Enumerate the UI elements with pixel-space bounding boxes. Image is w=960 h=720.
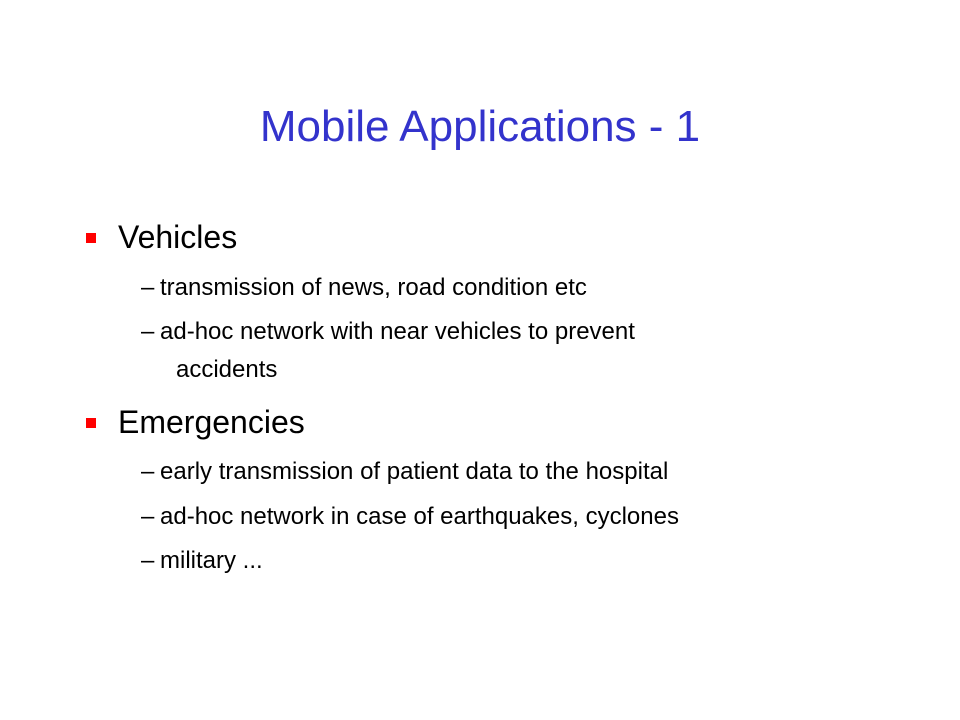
dash-bullet: – bbox=[141, 274, 155, 301]
list-item-continuation: accidents bbox=[176, 356, 278, 383]
list-item: ad-hoc network with near vehicles to prevent bbox=[160, 318, 635, 345]
square-bullet-icon bbox=[86, 418, 96, 428]
dash-bullet: – bbox=[141, 547, 155, 574]
slide-title: Mobile Applications - 1 bbox=[259, 102, 701, 151]
section-heading-emergencies: Emergencies bbox=[118, 404, 305, 440]
dash-bullet: – bbox=[141, 503, 155, 530]
section-heading-vehicles: Vehicles bbox=[118, 219, 238, 255]
list-item: ad-hoc network in case of earthquakes, cyclones bbox=[160, 503, 679, 530]
list-item: military ... bbox=[160, 547, 263, 574]
dash-bullet: – bbox=[141, 318, 155, 345]
list-item: transmission of news, road condition etc bbox=[160, 274, 587, 301]
square-bullet-icon bbox=[86, 233, 96, 243]
list-item: early transmission of patient data to the hospital bbox=[160, 458, 669, 485]
dash-bullet: – bbox=[141, 458, 155, 485]
